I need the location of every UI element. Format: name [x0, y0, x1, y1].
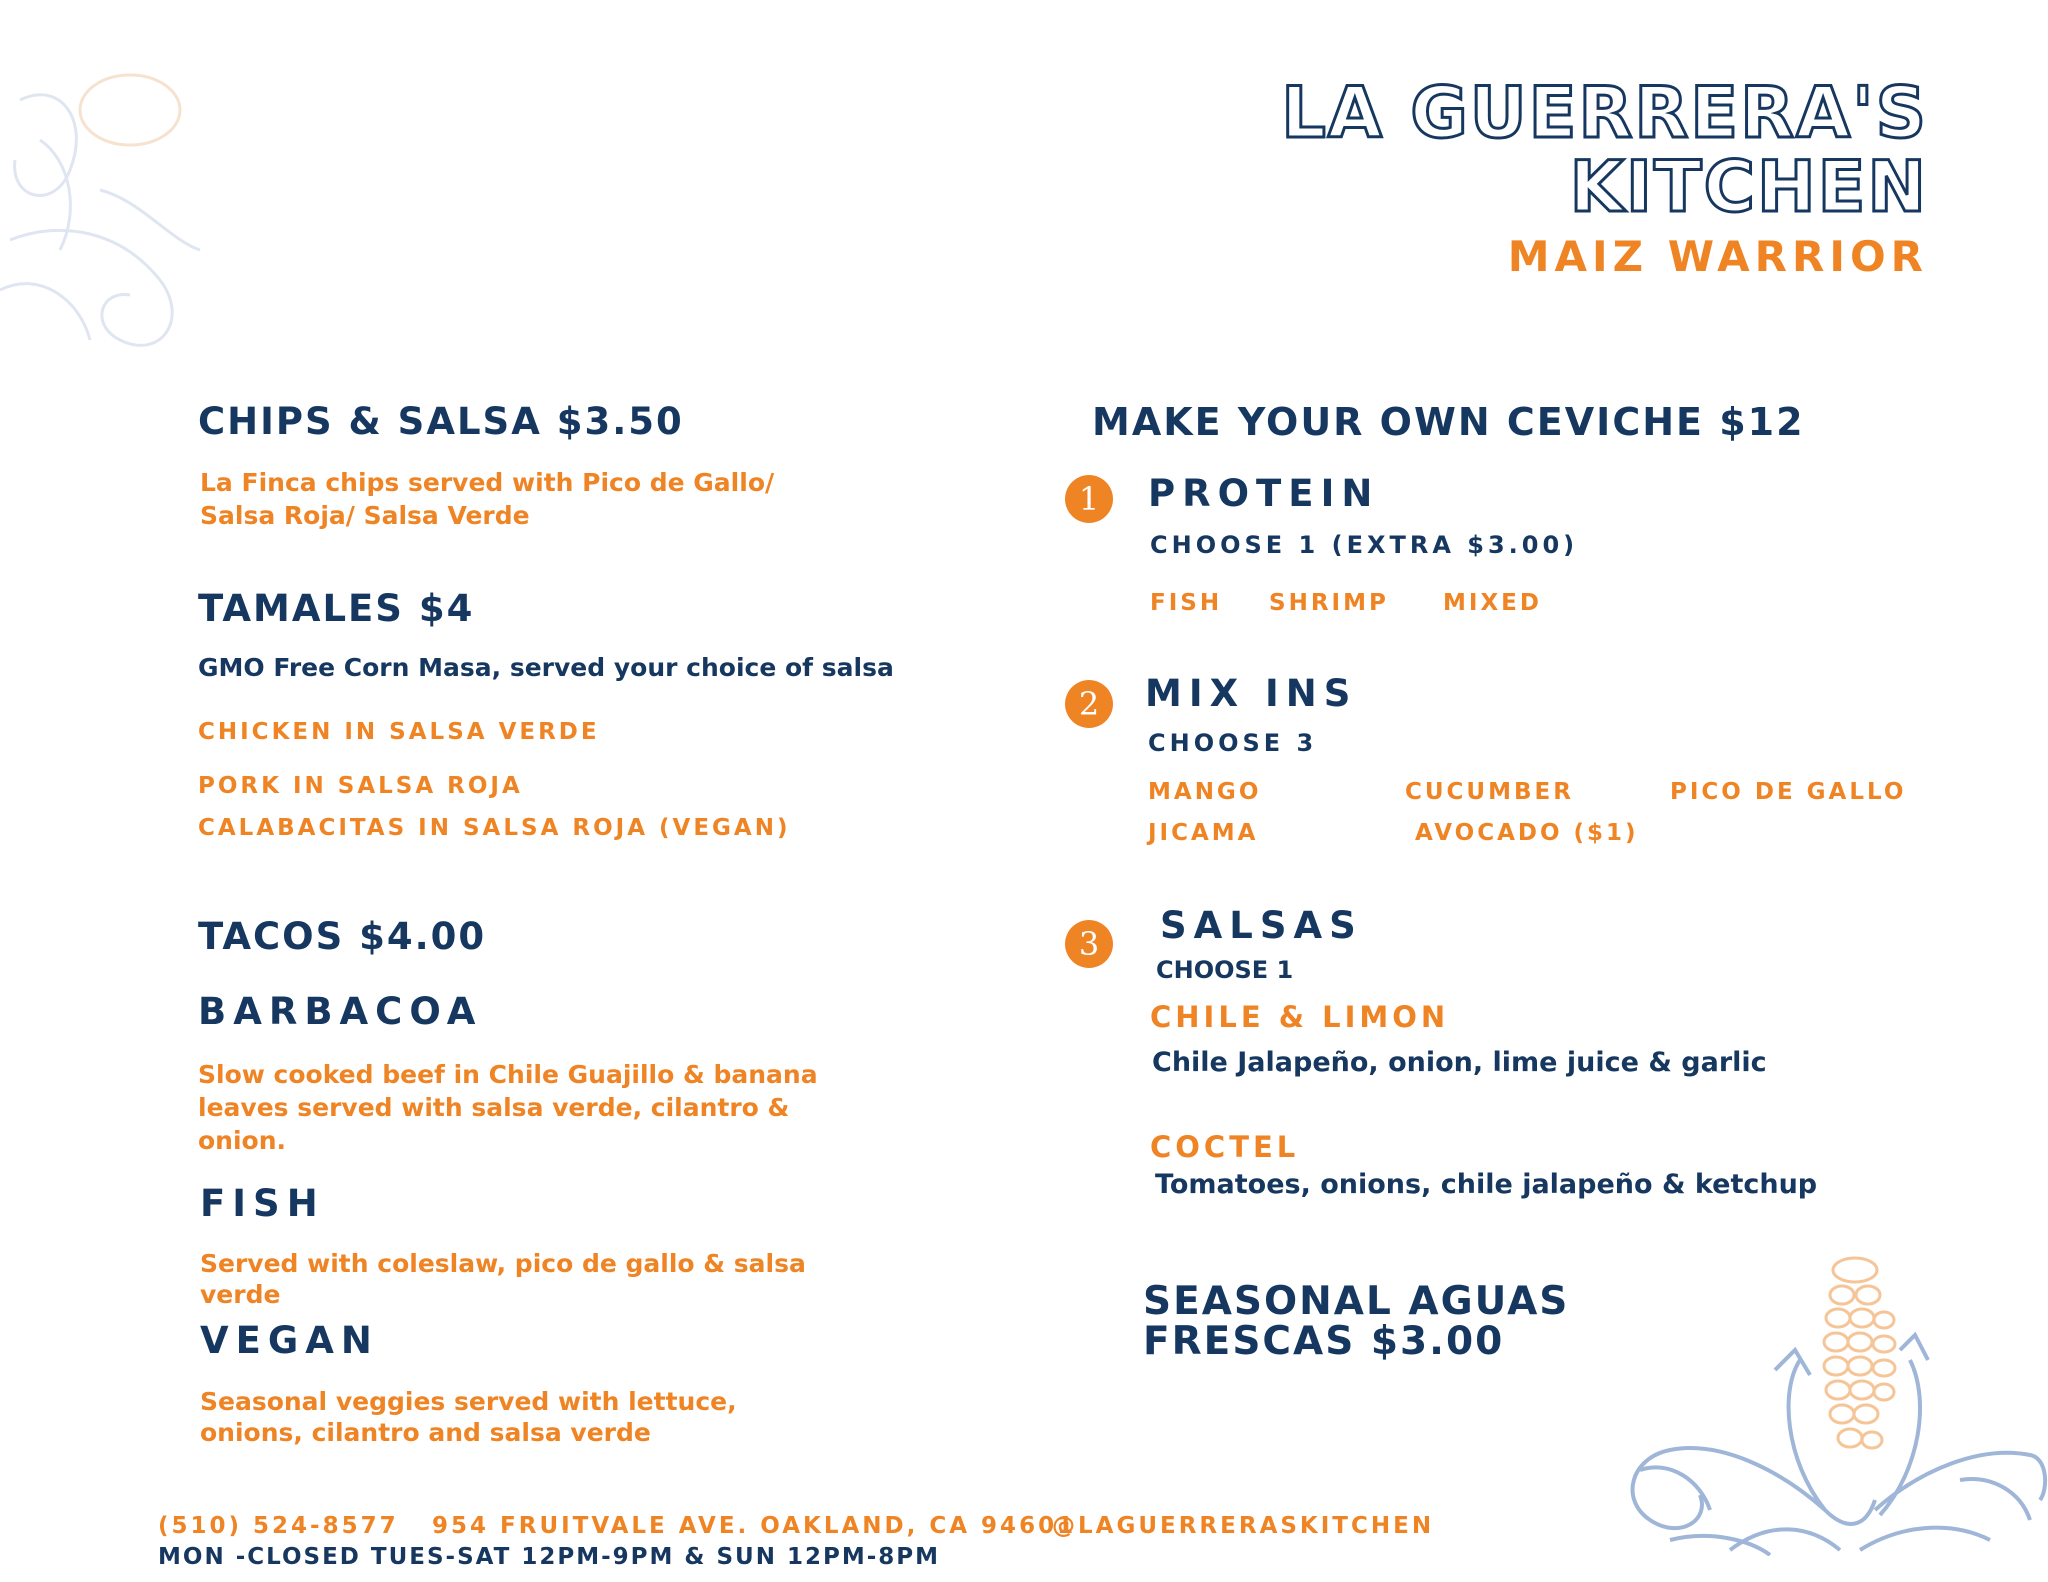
chips-salsa-heading: CHIPS & SALSA $3.50 — [198, 400, 684, 443]
step-number-badge: 3 — [1065, 920, 1113, 968]
chips-salsa-description: La Finca chips served with Pico de Gallo/ Salsa Roja/ Salsa Verde — [200, 468, 775, 530]
protein-option: FISH — [1150, 590, 1223, 616]
aguas-frescas-line1: SEASONAL AGUAS — [1143, 1279, 1570, 1324]
tamales-heading: TAMALES $4 — [198, 587, 475, 630]
step-title-mix-ins: MIX INS — [1145, 672, 1358, 715]
tamale-option: CALABACITAS IN SALSA ROJA (VEGAN) — [198, 815, 791, 841]
mix-in-option: JICAMA — [1148, 820, 1259, 846]
step-subtitle-salsas: CHOOSE 1 — [1156, 956, 1294, 984]
taco-description-vegan: Seasonal veggies served with lettuce, onions, cilantro and salsa verde — [200, 1387, 737, 1447]
protein-option: MIXED — [1443, 590, 1542, 616]
restaurant-name-line2: KITCHEN — [1569, 146, 1928, 228]
salsa-name: CHILE & LIMON — [1150, 1000, 1450, 1034]
tamale-option: PORK IN SALSA ROJA — [198, 773, 523, 799]
protein-option: SHRIMP — [1269, 590, 1389, 616]
step-number-badge: 1 — [1065, 475, 1113, 523]
salsa-name: COCTEL — [1150, 1130, 1300, 1164]
step-subtitle-protein: CHOOSE 1 (EXTRA $3.00) — [1150, 531, 1579, 559]
restaurant-name-line1: LA GUERRERA'S — [1281, 72, 1928, 154]
corn-illustration-icon — [1610, 1240, 2048, 1556]
mix-in-option: MANGO — [1148, 779, 1262, 805]
corn-illustration-icon — [0, 40, 230, 370]
footer-hours: MON -CLOSED TUES-SAT 12PM-9PM & SUN 12PM-8PM — [158, 1544, 941, 1570]
aguas-frescas-line2: FRESCAS $3.00 — [1143, 1319, 1505, 1364]
salsa-description: Chile Jalapeño, onion, lime juice & garlic — [1152, 1047, 1767, 1078]
step-title-protein: PROTEIN — [1148, 472, 1380, 515]
tagline: MAIZ WARRIOR — [1507, 232, 1928, 281]
taco-description-barbacoa: Slow cooked beef in Chile Guajillo & banana leaves served with salsa verde, cilantro & onion. — [198, 1060, 818, 1155]
ceviche-heading: MAKE YOUR OWN CEVICHE $12 — [1092, 400, 1805, 444]
taco-description-fish: Served with coleslaw, pico de gallo & salsa verde — [200, 1249, 806, 1309]
tamales-description: GMO Free Corn Masa, served your choice of salsa — [198, 653, 894, 682]
footer-social-handle: @LAGUERRERASKITCHEN — [1052, 1513, 1435, 1539]
taco-name-vegan: VEGAN — [200, 1319, 379, 1362]
taco-name-fish: FISH — [200, 1182, 325, 1225]
mix-in-option: CUCUMBER — [1405, 779, 1574, 805]
mix-in-option: AVOCADO ($1) — [1415, 820, 1639, 846]
salsa-description: Tomatoes, onions, chile jalapeño & ketchup — [1155, 1169, 1818, 1200]
step-number-badge: 2 — [1065, 680, 1113, 728]
step-subtitle-mix-ins: CHOOSE 3 — [1148, 729, 1318, 757]
step-title-salsas: SALSAS — [1160, 904, 1363, 947]
tacos-heading: TACOS $4.00 — [198, 915, 487, 958]
footer-address: 954 FRUITVALE AVE. OAKLAND, CA 94601 — [432, 1513, 1077, 1539]
tamale-option: CHICKEN IN SALSA VERDE — [198, 719, 600, 745]
footer-phone: (510) 524-8577 — [158, 1513, 399, 1539]
taco-name-barbacoa: BARBACOA — [198, 990, 483, 1033]
mix-in-option: PICO DE GALLO — [1670, 779, 1907, 805]
